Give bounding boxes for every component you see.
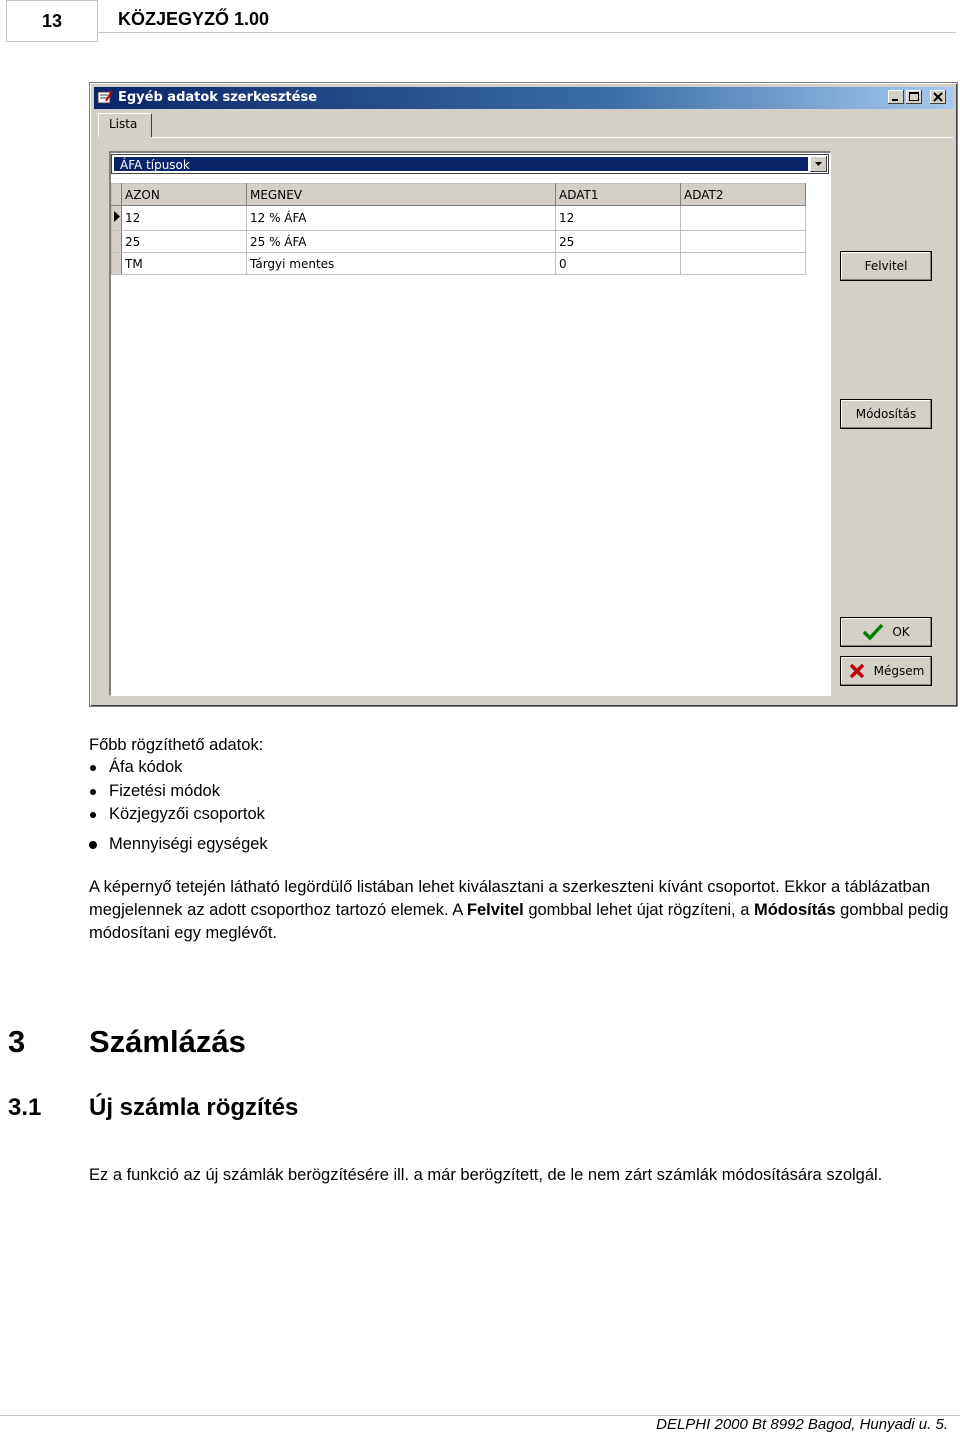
subsection-number: 3.1 <box>8 1094 42 1121</box>
minimize-icon <box>888 90 904 104</box>
list-item: Közjegyzői csoportok <box>89 803 268 827</box>
cell[interactable]: 12 <box>122 206 247 231</box>
chevron-down-icon <box>810 156 827 172</box>
current-row-arrow-icon <box>112 206 121 227</box>
maximize-icon <box>906 90 922 104</box>
cell[interactable]: Tárgyi mentes <box>247 253 556 275</box>
column-header[interactable]: ADAT1 <box>556 184 681 206</box>
window-title: Egyéb adatok szerkesztése <box>118 90 318 105</box>
combo-dropdown-button[interactable] <box>810 156 827 172</box>
close-button[interactable] <box>930 90 946 104</box>
felvitel-term: Felvitel <box>466 901 524 919</box>
tab-lista[interactable]: Lista <box>98 113 152 137</box>
title-bar[interactable] <box>94 87 954 109</box>
felvitel-button[interactable] <box>840 251 932 281</box>
paragraph-text: gombbal pedig módosítani egy meglévőt. <box>89 901 949 942</box>
cell[interactable]: 25 <box>122 231 247 253</box>
cancel-button[interactable] <box>840 656 932 686</box>
table-row[interactable] <box>112 231 806 253</box>
intro-text: Főbb rögzíthető adatok: <box>89 736 264 754</box>
subsection-title: Új számla rögzítés <box>89 1094 299 1121</box>
data-grid[interactable] <box>111 183 806 275</box>
footer-text: DELPHI 2000 Bt 8992 Bagod, Hunyadi u. 5. <box>656 1416 948 1433</box>
row-indicator <box>112 206 122 231</box>
cell[interactable]: 25 <box>556 231 681 253</box>
group-select[interactable] <box>111 154 829 174</box>
table-row[interactable] <box>112 253 806 275</box>
page-number: 13 <box>6 0 98 42</box>
cell[interactable]: 12 <box>556 206 681 231</box>
list-item: Mennyiségi egységek <box>89 833 268 857</box>
cell[interactable]: 0 <box>556 253 681 275</box>
row-indicator <box>112 253 122 275</box>
paragraph-text: gombbal lehet újat rögzíteni, a <box>523 901 754 919</box>
cell[interactable]: 12 % ÁFA <box>247 206 556 231</box>
minimize-button[interactable] <box>888 90 904 104</box>
indicator-header <box>112 184 122 206</box>
dialog-window <box>89 82 958 707</box>
maximize-button[interactable] <box>906 90 922 104</box>
column-header[interactable]: AZON <box>122 184 247 206</box>
list-item: Áfa kódok <box>89 756 268 780</box>
felvitel-label: Felvitel <box>864 259 908 273</box>
close-x-icon <box>848 662 866 680</box>
combo-value: ÁFA típusok <box>120 158 190 172</box>
table-row[interactable] <box>112 206 806 231</box>
cell[interactable]: 25 % ÁFA <box>247 231 556 253</box>
modositas-button[interactable] <box>840 399 932 429</box>
list-item: Fizetési módok <box>89 780 268 804</box>
close-icon <box>930 90 946 104</box>
description-paragraph <box>89 876 955 945</box>
cancel-label: Mégsem <box>873 664 925 678</box>
cell[interactable] <box>681 206 806 231</box>
cell[interactable] <box>681 253 806 275</box>
section-title: Számlázás <box>89 1024 246 1059</box>
section-number: 3 <box>8 1024 26 1059</box>
cell[interactable] <box>681 231 806 253</box>
modositas-term: Módosítás <box>753 901 836 919</box>
column-header[interactable]: MEGNEV <box>247 184 556 206</box>
column-header[interactable]: ADAT2 <box>681 184 806 206</box>
ok-label: OK <box>892 625 910 639</box>
bullet-list <box>89 756 268 856</box>
combo-selection <box>114 157 808 171</box>
document-title: KÖZJEGYZŐ 1.00 <box>118 9 270 29</box>
header-divider <box>98 32 956 33</box>
checkmark-icon <box>862 623 884 641</box>
cell[interactable]: TM <box>122 253 247 275</box>
paragraph-text: A képernyő tetején látható legördülő listában lehet kiválasztani a szerkeszteni kívánt csoportot. Ekkor a táblázatban megjelennek az adott csoporthoz tartozó elemek. A <box>89 878 931 919</box>
grid-header-row <box>112 184 806 206</box>
body-paragraph: Ez a funkció az új számlák berögzítésére ill. a már berögzített, de le nem zárt számlák módosítására szolgál. <box>89 1166 883 1184</box>
modositas-label: Módosítás <box>855 407 917 421</box>
row-indicator <box>112 231 122 253</box>
ok-button[interactable] <box>840 617 932 647</box>
tab-divider <box>152 137 953 138</box>
app-icon <box>97 89 113 105</box>
